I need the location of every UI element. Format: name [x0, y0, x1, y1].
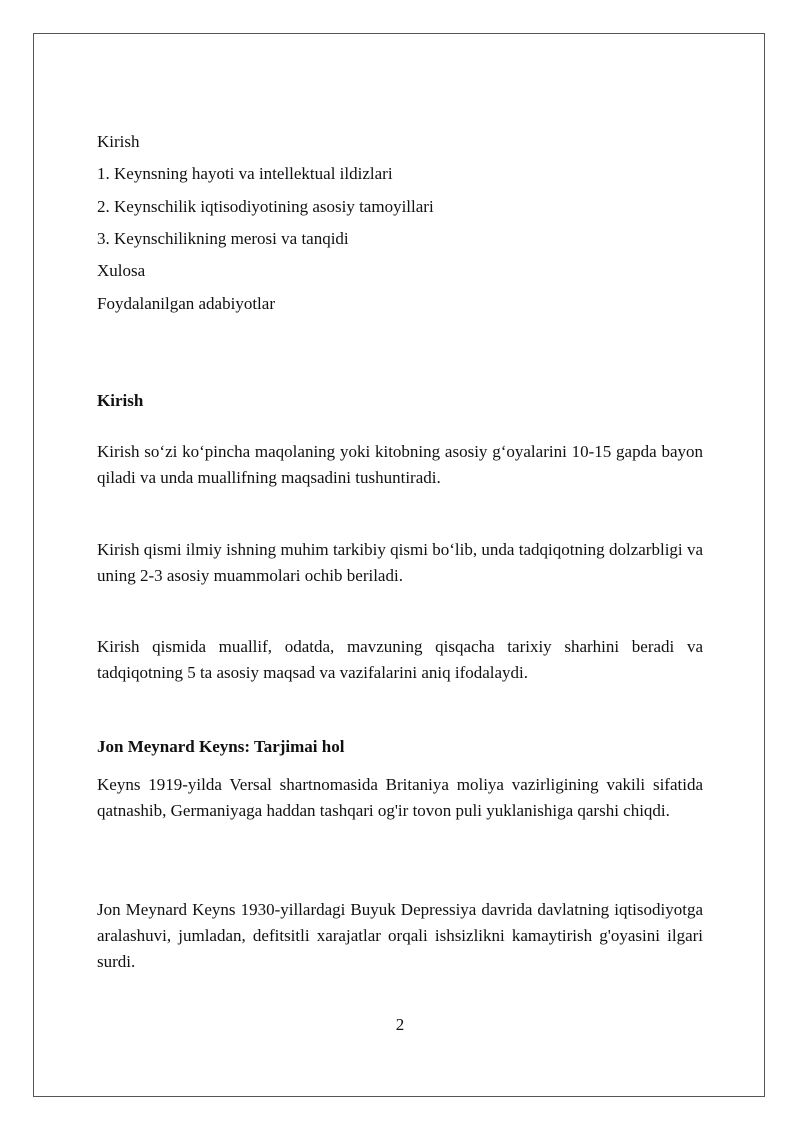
toc-item-references: Foydalanilgan adabiyotlar — [97, 294, 275, 313]
bio-paragraph-1: Keyns 1919-yilda Versal shartnomasida Britaniya moliya vazirligining vakili sifatida qatnashib, Germaniyaga haddan tashqari og'ir tovon puli yuklanishiga qarshi chiqdi. — [97, 775, 703, 820]
page-number: 2 — [395, 1015, 405, 1034]
bio-heading: Jon Meynard Keyns: Tarjimai hol — [97, 737, 345, 756]
intro-paragraph-1: Kirish so‘zi ko‘pincha maqolaning yoki kitobning asosiy g‘oyalarini 10-15 gapda bayon qiladi va unda muallifning maqsadini tushuntiradi. — [97, 442, 703, 487]
toc-item-conclusion: Xulosa — [97, 261, 146, 280]
toc-item-chapter-1: 1. Keynsning hayoti va intellektual ildizlari — [97, 164, 393, 183]
intro-heading: Kirish — [97, 391, 144, 410]
toc-item-chapter-2: 2. Keynschilik iqtisodiyotining asosiy tamoyillari — [97, 197, 434, 216]
bio-paragraph-2: Jon Meynard Keyns 1930-yillardagi Buyuk Depressiya davrida davlatning iqtisodiyotga aralashuvi, jumladan, defitsitli xarajatlar orqali ishsizlikni kamaytirish g'oyasini ilgari surdi. — [97, 900, 703, 971]
intro-paragraph-3: Kirish qismida muallif, odatda, mavzuning qisqacha tarixiy sharhini beradi va tadqiqotning 5 ta asosiy maqsad va vazifalarini aniq ifodalaydi. — [97, 637, 703, 682]
toc-item-chapter-3: 3. Keynschilikning merosi va tanqidi — [97, 229, 349, 248]
toc-item-intro: Kirish — [97, 132, 140, 151]
intro-paragraph-2: Kirish qismi ilmiy ishning muhim tarkibiy qismi bo‘lib, unda tadqiqotning dolzarbligi va uning 2-3 asosiy muammolari ochib beriladi. — [97, 540, 703, 585]
